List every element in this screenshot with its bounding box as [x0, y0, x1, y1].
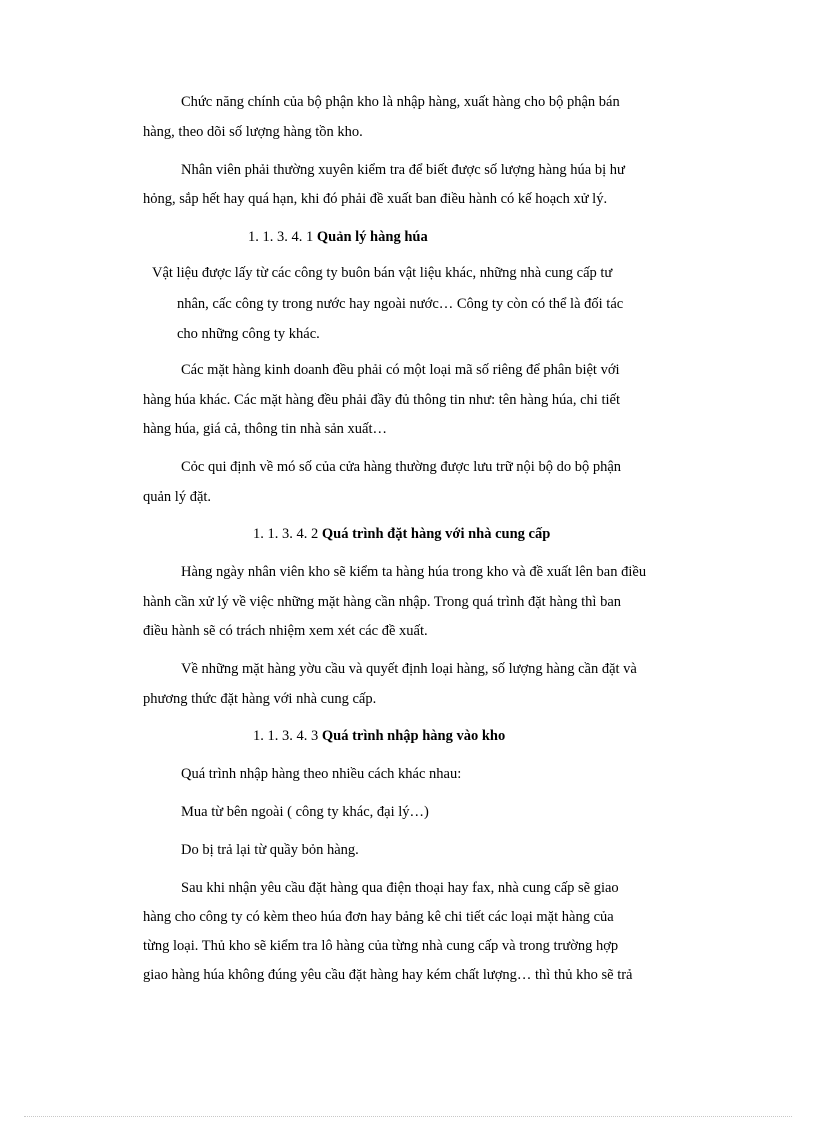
paragraph-1-line-2: hàng, theo dõi số lượng hàng tồn kho. — [143, 124, 363, 140]
paragraph-6-line-3: điều hành sẽ có trách nhiệm xem xét các đề xuất. — [143, 623, 428, 639]
section-heading-3 — [253, 727, 505, 745]
section-heading-2-title: Quá trình đặt hàng với nhà cung cấp — [321, 526, 551, 542]
section-heading-2 — [253, 525, 550, 543]
page-bottom-rule — [24, 1116, 792, 1117]
paragraph-5-line-1: Cỏc qui định về mó số của cửa hàng thường được lưu trữ nội bộ do bộ phận — [181, 459, 622, 475]
paragraph-4-line-3: hàng húa, giá cả, thông tin nhà sản xuất… — [143, 421, 388, 437]
paragraph-6-line-1: Hàng ngày nhân viên kho sẽ kiểm ta hàng húa trong kho và đề xuất lên ban điều — [181, 564, 647, 580]
section-heading-1-number: 1. 1. 3. 4. 1 — [248, 229, 317, 245]
paragraph-7-line-1: Về những mặt hàng yờu cầu và quyết định loại hàng, số lượng hàng cần đặt và — [181, 661, 637, 677]
paragraph-11-line-1: Sau khi nhận yêu cầu đặt hàng qua điện thoại hay fax, nhà cung cấp sẽ giao — [181, 880, 619, 896]
section-heading-3-number: 1. 1. 3. 4. 3 — [253, 728, 322, 744]
paragraph-3-line-1: Vật liệu được lấy từ các công ty buôn bán vật liệu khác, những nhà cung cấp tư — [152, 265, 613, 281]
paragraph-4-line-1: Các mặt hàng kinh doanh đều phải có một loại mã số riêng để phân biệt với — [181, 362, 620, 378]
section-heading-1-title: Quản lý hàng húa — [316, 229, 428, 245]
paragraph-11-line-4: giao hàng húa không đúng yêu cầu đặt hàng hay kém chất lượng… thì thủ kho sẽ trả — [143, 967, 633, 983]
paragraph-2-line-2: hỏng, sắp hết hay quá hạn, khi đó phải đề xuất ban điều hành có kế hoạch xử lý. — [143, 191, 608, 207]
paragraph-6-line-2: hành cần xử lý về việc những mặt hàng cần nhập. Trong quá trình đặt hàng thì ban — [143, 594, 622, 610]
paragraph-9-line-1: Mua từ bên ngoài ( công ty khác, đại lý…) — [181, 804, 429, 820]
paragraph-3-line-2: nhân, cấc công ty trong nước hay ngoài nước… Công ty còn có thể là đối tác — [177, 296, 624, 312]
paragraph-5-line-2: quản lý đặt. — [143, 489, 212, 505]
paragraph-2-line-1: Nhân viên phải thường xuyên kiểm tra để biết được số lượng hàng húa bị hư — [181, 162, 625, 178]
section-heading-3-title: Quá trình nhập hàng vào kho — [321, 728, 506, 744]
section-heading-2-number: 1. 1. 3. 4. 2 — [253, 526, 322, 542]
section-heading-1 — [248, 228, 428, 246]
paragraph-3-line-3: cho những công ty khác. — [177, 326, 320, 342]
paragraph-10-line-1: Do bị trả lại từ quầy bỏn hàng. — [181, 842, 359, 858]
paragraph-11-line-3: từng loại. Thủ kho sẽ kiểm tra lô hàng của từng nhà cung cấp và trong trường hợp — [143, 938, 619, 954]
paragraph-4-line-2: hàng húa khác. Các mặt hàng đều phải đầy đủ thông tin như: tên hàng húa, chi tiết — [143, 392, 620, 408]
paragraph-11-line-2: hàng cho công ty có kèm theo húa đơn hay bảng kê chi tiết các loại mặt hàng của — [143, 909, 614, 925]
paragraph-8-line-1: Quá trình nhập hàng theo nhiều cách khác nhau: — [181, 766, 462, 782]
paragraph-1-line-1: Chức năng chính của bộ phận kho là nhập hàng, xuất hàng cho bộ phận bán — [181, 94, 620, 110]
paragraph-7-line-2: phương thức đặt hàng với nhà cung cấp. — [143, 691, 377, 707]
